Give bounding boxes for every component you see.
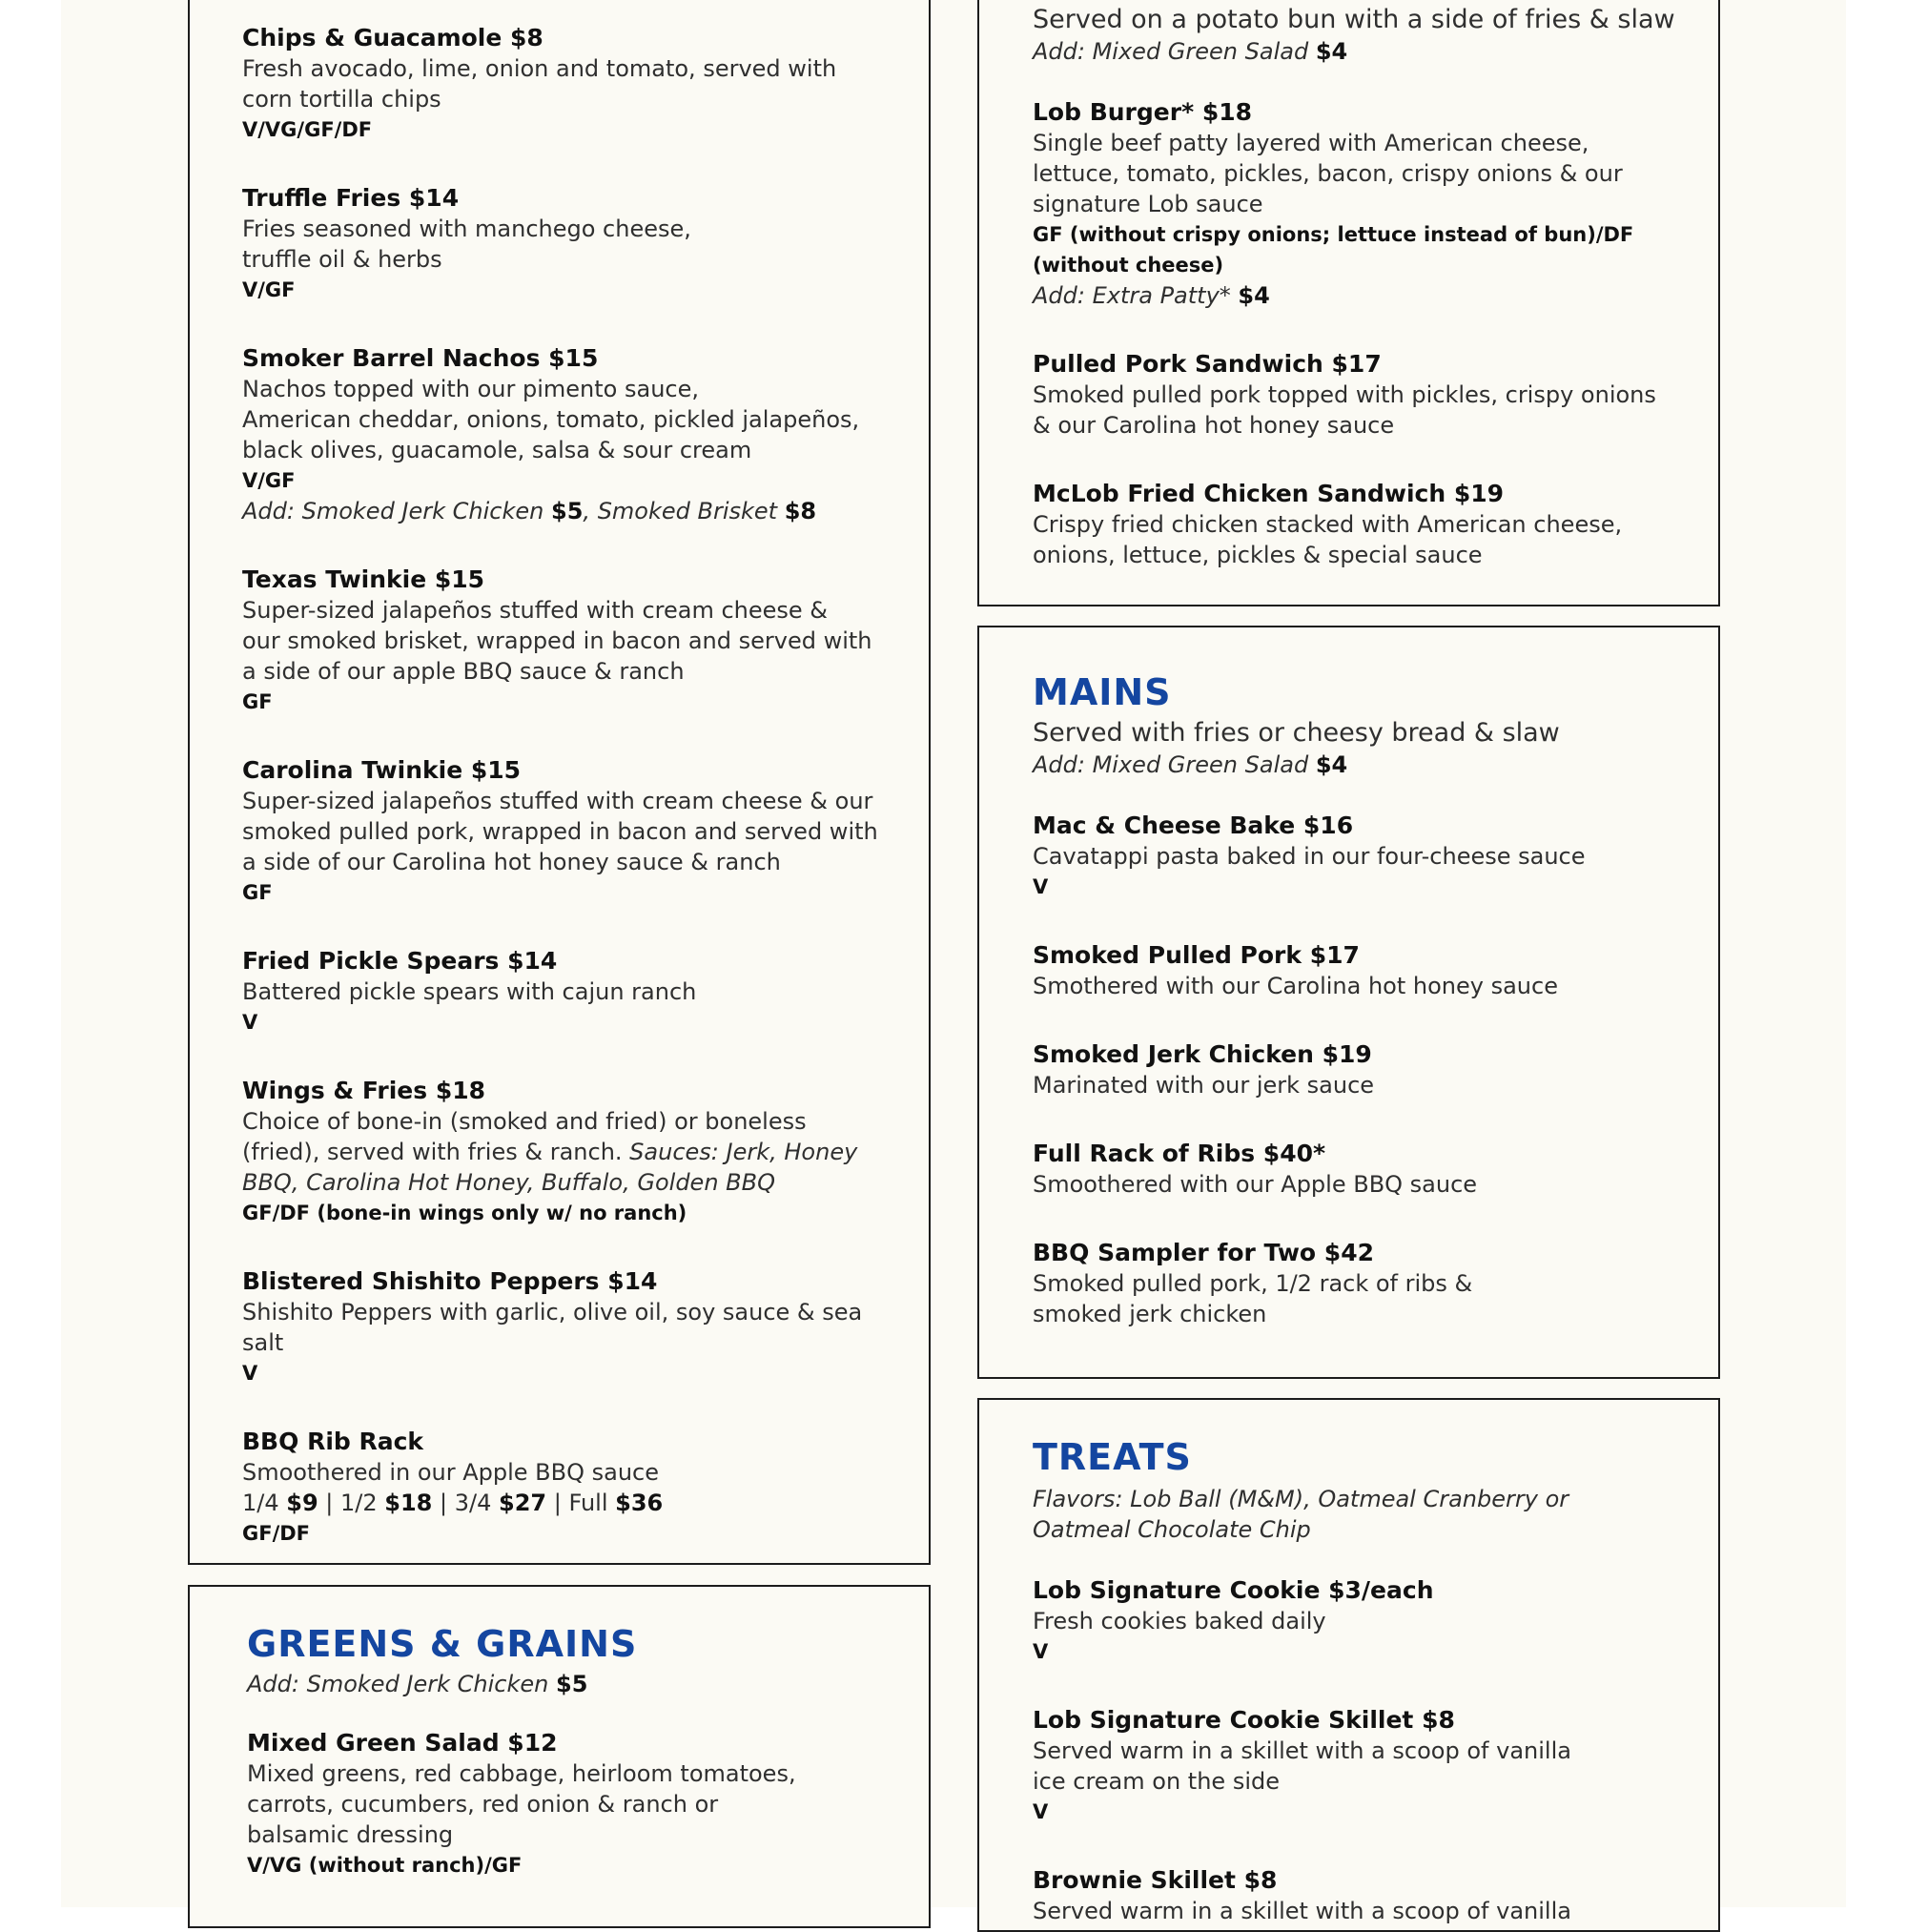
item-description: Served warm in a skillet with a scoop of vanilla (1033, 1898, 1571, 1924)
item-title: Lob Burger* $18 (1033, 98, 1253, 126)
item-title: BBQ Sampler for Two $42 (1033, 1239, 1374, 1266)
item-description-line: balsamic dressing (247, 1821, 454, 1848)
portion-label: | Full (546, 1490, 616, 1516)
item-title: BBQ Rib Rack (242, 1428, 424, 1455)
item-description: Fresh avocado, lime, onion and tomato, served with corn tortilla chips (242, 55, 837, 113)
menu-item-fried-pickle-spears (242, 946, 910, 1038)
item-description-line: Fries seasoned with manchego cheese, (242, 216, 691, 242)
dietary-tags: V/GF (242, 278, 296, 301)
item-description-line: Smoked pulled pork, 1/2 rack of ribs & (1033, 1270, 1473, 1297)
dietary-tags: V (242, 1011, 258, 1034)
dietary-tags: V (1033, 875, 1049, 898)
item-description (242, 1106, 881, 1198)
item-description-line: ice cream on the side (1033, 1768, 1280, 1795)
add-option: Smoked Jerk Chicken (301, 498, 552, 524)
pricing-line (242, 1488, 910, 1518)
add-prefix: Add: Smoked Jerk Chicken (247, 1671, 556, 1697)
add-prefix: Add: Mixed Green Salad (1033, 751, 1316, 778)
item-title: Brownie Skillet $8 (1033, 1866, 1278, 1894)
item-description: Smoothered with our Apple BBQ sauce (1033, 1171, 1478, 1198)
item-description-line: smoked pulled pork, wrapped in bacon and served with (242, 818, 878, 845)
menu-item-blistered-shishito (242, 1266, 910, 1388)
menu-item-carolina-twinkie (242, 755, 910, 908)
dietary-tags: GF (242, 881, 273, 904)
section-add-on (1033, 36, 1700, 67)
add-price: $8 (784, 498, 817, 524)
item-description-line: a side of our apple BBQ sauce & ranch (242, 658, 685, 685)
add-price: $4 (1315, 38, 1348, 65)
item-title: Wings & Fries $18 (242, 1077, 486, 1104)
item-title: Smoker Barrel Nachos $15 (242, 344, 599, 372)
dietary-tags: GF (without crispy onions; lettuce instead of bun)/DF (without cheese) (1033, 223, 1634, 277)
dietary-tags: V (1033, 1800, 1049, 1823)
mains-panel (977, 626, 1720, 1379)
item-title: Fried Pickle Spears $14 (242, 947, 558, 975)
item-description-line: black olives, guacamole, salsa & sour cream (242, 437, 752, 463)
menu-item-bbq-rib-rack (242, 1427, 910, 1549)
menu-item-brownie-skillet (1033, 1865, 1700, 1926)
item-title: Carolina Twinkie $15 (242, 756, 522, 784)
item-title: Pulled Pork Sandwich $17 (1033, 350, 1382, 378)
item-title: Smoked Jerk Chicken $19 (1033, 1040, 1372, 1068)
menu-item-cookie-skillet (1033, 1705, 1700, 1827)
add-price: $4 (1238, 282, 1270, 309)
greens-grains-panel (188, 1585, 931, 1928)
item-description-line: signature Lob sauce (1033, 191, 1263, 217)
section-title: GREENS & GRAINS (247, 1623, 638, 1665)
section-subtitle: Served with fries or cheesy bread & slaw (1033, 718, 1560, 748)
item-description-line: Mixed greens, red cabbage, heirloom tomatoes, (247, 1760, 796, 1787)
treats-panel (977, 1398, 1720, 1932)
portion-price: $9 (286, 1490, 318, 1516)
item-description-line: Nachos topped with our pimento sauce, (242, 376, 700, 402)
item-description-line: a side of our Carolina hot honey sauce & ranch (242, 849, 781, 875)
item-description-line: truffle oil & herbs (242, 246, 442, 273)
section-add-on (247, 1669, 914, 1699)
item-description-line: carrots, cucumbers, red onion & ranch or (247, 1791, 719, 1818)
menu-item-mclob-fried-chicken (1033, 479, 1700, 570)
portion-label: | 1/2 (318, 1490, 385, 1516)
menu-item-mac-cheese-bake (1033, 811, 1700, 902)
item-description: Shishito Peppers with garlic, olive oil, soy sauce & sea salt (242, 1299, 863, 1356)
dietary-tags: GF (242, 690, 273, 713)
item-description-line: lettuce, tomato, pickles, bacon, crispy onions & our (1033, 160, 1623, 187)
item-description-line: smoked jerk chicken (1033, 1301, 1267, 1327)
dietary-tags: GF/DF (bone-in wings only w/ no ranch) (242, 1202, 687, 1224)
menu-item-lob-burger (1033, 97, 1700, 311)
dietary-tags: V (242, 1362, 258, 1385)
menu-item-truffle-fries (242, 183, 910, 305)
item-description-line: onions, lettuce, pickles & special sauce (1033, 542, 1483, 568)
item-description-line: & our Carolina hot honey sauce (1033, 412, 1395, 439)
flavors-line: Flavors: Lob Ball (M&M), Oatmeal Cranberry or (1033, 1486, 1569, 1512)
item-title: Full Rack of Ribs $40* (1033, 1140, 1326, 1167)
dietary-tags: GF/DF (242, 1522, 311, 1545)
item-description-line: Crispy fried chicken stacked with American cheese, (1033, 511, 1623, 538)
menu-item-smoker-barrel-nachos (242, 343, 910, 526)
menu-item-wings-fries (242, 1076, 910, 1228)
menu-item-smoked-pulled-pork (1033, 940, 1700, 1001)
item-description-line: Super-sized jalapeños stuffed with cream cheese & our (242, 788, 873, 814)
menu-item-smoked-jerk-chicken (1033, 1039, 1700, 1100)
item-title: Lob Signature Cookie $3/each (1033, 1576, 1434, 1604)
section-title: MAINS (1033, 671, 1172, 713)
dietary-tags: V/VG (without ranch)/GF (247, 1854, 523, 1877)
add-prefix: Add: Mixed Green Salad (1033, 38, 1316, 65)
item-title: Mac & Cheese Bake $16 (1033, 812, 1354, 839)
dietary-tags: V (1033, 1640, 1049, 1663)
starters-panel (188, 0, 931, 1565)
item-title: Texas Twinkie $15 (242, 565, 485, 593)
portion-price: $27 (499, 1490, 547, 1516)
add-on-line (242, 496, 910, 526)
item-description-line: Super-sized jalapeños stuffed with cream cheese & (242, 597, 829, 624)
item-title: McLob Fried Chicken Sandwich $19 (1033, 480, 1505, 507)
menu-item-pulled-pork-sandwich (1033, 349, 1700, 441)
portion-label: | 3/4 (432, 1490, 499, 1516)
dietary-tags: V/VG/GF/DF (242, 118, 373, 141)
item-title: Lob Signature Cookie Skillet $8 (1033, 1706, 1455, 1734)
item-description: Smothered with our Carolina hot honey sauce (1033, 973, 1558, 999)
add-option: Smoked Brisket (597, 498, 785, 524)
menu-item-mixed-green-salad (247, 1728, 914, 1881)
item-title: Mixed Green Salad $12 (247, 1729, 558, 1757)
menu-item-texas-twinkie (242, 565, 910, 717)
section-add-on (1033, 750, 1700, 780)
dietary-tags: V/GF (242, 469, 296, 492)
item-description-line: our smoked brisket, wrapped in bacon and served with (242, 627, 872, 654)
item-description: Marinated with our jerk sauce (1033, 1072, 1375, 1099)
item-description-line: Served warm in a skillet with a scoop of vanilla (1033, 1737, 1571, 1764)
add-separator: , (583, 498, 598, 524)
item-description-line: Smoked pulled pork topped with pickles, crispy onions (1033, 381, 1656, 408)
item-title: Blistered Shishito Peppers $14 (242, 1267, 658, 1295)
menu-item-lob-signature-cookie (1033, 1575, 1700, 1667)
section-title: TREATS (1033, 1436, 1192, 1478)
item-title: Truffle Fries $14 (242, 184, 460, 212)
item-description: Smoothered in our Apple BBQ sauce (242, 1459, 660, 1486)
sandwiches-panel (977, 0, 1720, 606)
description-text: Choice of bone-in (smoked and fried) or boneless (fried), served with fries & ranch. (242, 1108, 807, 1165)
item-description-line: American cheddar, onions, tomato, pickled jalapeños, (242, 406, 860, 433)
add-on-line (1033, 280, 1700, 311)
section-subtitle: Served on a potato bun with a side of fries & slaw (1033, 5, 1675, 34)
sauces-text: Sauces: Jerk, Honey BBQ, Carolina Hot Honey, Buffalo, Golden BBQ (242, 1139, 858, 1196)
item-title: Chips & Guacamole $8 (242, 24, 543, 51)
portion-price: $36 (615, 1490, 664, 1516)
item-description: Battered pickle spears with cajun ranch (242, 978, 697, 1005)
menu-item-chips-guacamole (242, 23, 910, 145)
add-prefix: Add: Extra Patty* (1033, 282, 1239, 309)
portion-label: 1/4 (242, 1490, 287, 1516)
menu-item-bbq-sampler (1033, 1238, 1700, 1329)
item-title: Smoked Pulled Pork $17 (1033, 941, 1360, 969)
portion-price: $18 (384, 1490, 433, 1516)
item-description: Fresh cookies baked daily (1033, 1608, 1326, 1634)
add-price: $5 (556, 1671, 588, 1697)
menu-item-full-rack-ribs (1033, 1139, 1700, 1200)
add-prefix: Add: (242, 498, 302, 524)
item-description: Cavatappi pasta baked in our four-cheese sauce (1033, 843, 1586, 870)
add-price: $5 (551, 498, 584, 524)
add-price: $4 (1315, 751, 1348, 778)
item-description-line: Single beef patty layered with American cheese, (1033, 130, 1589, 156)
flavors-line: Oatmeal Chocolate Chip (1033, 1516, 1311, 1543)
